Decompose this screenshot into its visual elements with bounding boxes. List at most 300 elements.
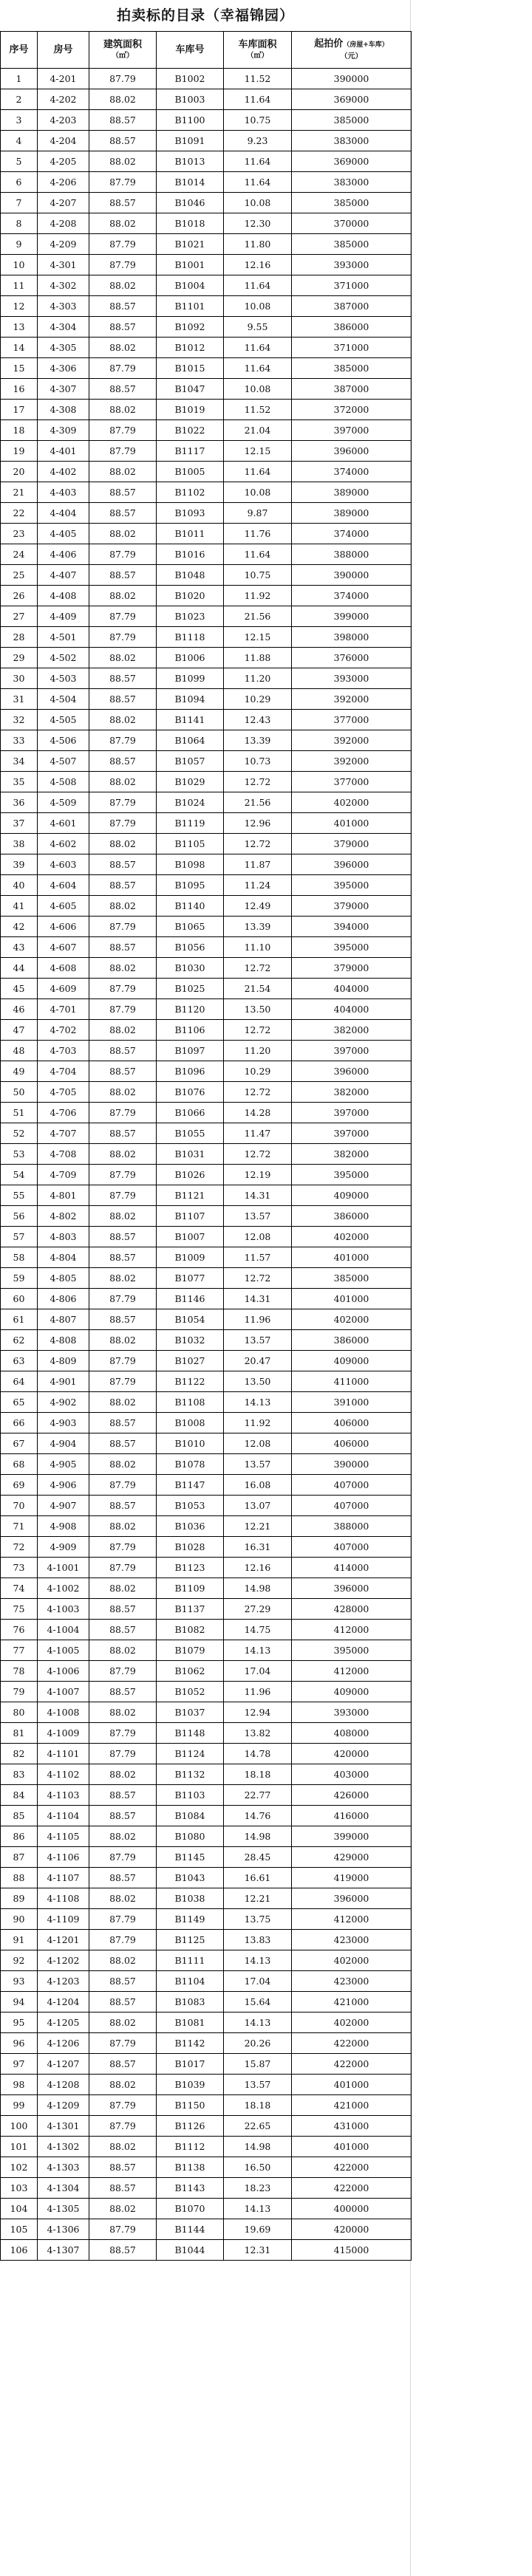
cell-area: 87.79 xyxy=(89,1909,157,1930)
cell-room: 4-401 xyxy=(38,441,89,462)
cell-garage: B1141 xyxy=(157,710,224,730)
cell-garage: B1052 xyxy=(157,1682,224,1702)
table-body xyxy=(1,69,412,2261)
cell-area: 88.57 xyxy=(89,1620,157,1640)
table-row xyxy=(1,275,412,296)
table-row xyxy=(1,1371,412,1392)
cell-seq: 101 xyxy=(1,2137,38,2157)
cell-price: 397000 xyxy=(292,1103,412,1123)
cell-room: 4-308 xyxy=(38,400,89,420)
cell-garage-area: 12.72 xyxy=(224,958,292,979)
cell-area: 88.57 xyxy=(89,1061,157,1082)
cell-area: 87.79 xyxy=(89,813,157,834)
header-area xyxy=(89,32,157,69)
table-row xyxy=(1,296,412,317)
cell-seq: 28 xyxy=(1,627,38,648)
cell-price: 422000 xyxy=(292,2157,412,2178)
cell-seq: 20 xyxy=(1,462,38,482)
cell-garage-area: 12.08 xyxy=(224,1433,292,1454)
cell-seq: 78 xyxy=(1,1661,38,1682)
cell-garage-area: 12.72 xyxy=(224,1082,292,1103)
cell-garage-area: 17.04 xyxy=(224,1661,292,1682)
cell-area: 88.57 xyxy=(89,110,157,131)
cell-room: 4-408 xyxy=(38,586,89,606)
table-row xyxy=(1,1764,412,1785)
cell-garage-area: 11.64 xyxy=(224,275,292,296)
cell-seq: 58 xyxy=(1,1247,38,1268)
cell-garage: B1082 xyxy=(157,1620,224,1640)
cell-garage: B1030 xyxy=(157,958,224,979)
table-row xyxy=(1,131,412,151)
cell-garage-area: 11.20 xyxy=(224,668,292,689)
cell-price: 390000 xyxy=(292,69,412,89)
cell-room: 4-609 xyxy=(38,979,89,999)
table-row xyxy=(1,834,412,854)
cell-garage-area: 12.19 xyxy=(224,1165,292,1185)
cell-room: 4-404 xyxy=(38,503,89,524)
cell-garage-area: 13.50 xyxy=(224,1371,292,1392)
cell-garage-area: 11.57 xyxy=(224,1247,292,1268)
cell-price: 426000 xyxy=(292,1785,412,1806)
table-row xyxy=(1,1702,412,1723)
cell-seq: 74 xyxy=(1,1578,38,1599)
cell-room: 4-602 xyxy=(38,834,89,854)
cell-garage: B1043 xyxy=(157,1868,224,1888)
cell-garage: B1019 xyxy=(157,400,224,420)
cell-area: 88.02 xyxy=(89,338,157,358)
cell-garage: B1125 xyxy=(157,1930,224,1950)
cell-price: 372000 xyxy=(292,400,412,420)
cell-garage-area: 14.13 xyxy=(224,1950,292,1971)
table-row xyxy=(1,1351,412,1371)
cell-garage: B1106 xyxy=(157,1020,224,1041)
cell-seq: 12 xyxy=(1,296,38,317)
cell-seq: 40 xyxy=(1,875,38,896)
cell-garage: B1021 xyxy=(157,234,224,255)
table-row xyxy=(1,482,412,503)
cell-seq: 50 xyxy=(1,1082,38,1103)
cell-garage: B1046 xyxy=(157,193,224,213)
cell-price: 409000 xyxy=(292,1351,412,1371)
cell-price: 370000 xyxy=(292,213,412,234)
cell-area: 88.02 xyxy=(89,2137,157,2157)
cell-price: 428000 xyxy=(292,1599,412,1620)
cell-area: 88.57 xyxy=(89,689,157,710)
cell-garage: B1028 xyxy=(157,1537,224,1558)
cell-seq: 24 xyxy=(1,544,38,565)
table-row xyxy=(1,1061,412,1082)
cell-seq: 9 xyxy=(1,234,38,255)
cell-seq: 26 xyxy=(1,586,38,606)
table-row xyxy=(1,1309,412,1330)
cell-garage-area: 11.10 xyxy=(224,937,292,958)
cell-garage: B1055 xyxy=(157,1123,224,1144)
cell-seq: 66 xyxy=(1,1413,38,1433)
cell-seq: 102 xyxy=(1,2157,38,2178)
cell-garage: B1056 xyxy=(157,937,224,958)
cell-price: 377000 xyxy=(292,710,412,730)
cell-seq: 95 xyxy=(1,2012,38,2033)
cell-price: 382000 xyxy=(292,1020,412,1041)
cell-room: 4-904 xyxy=(38,1433,89,1454)
cell-garage: B1112 xyxy=(157,2137,224,2157)
cell-garage: B1097 xyxy=(157,1041,224,1061)
cell-price: 383000 xyxy=(292,131,412,151)
cell-seq: 16 xyxy=(1,379,38,400)
cell-seq: 42 xyxy=(1,917,38,937)
cell-area: 88.02 xyxy=(89,1268,157,1289)
cell-room: 4-204 xyxy=(38,131,89,151)
cell-price: 431000 xyxy=(292,2116,412,2137)
cell-garage-area: 14.31 xyxy=(224,1289,292,1309)
cell-seq: 64 xyxy=(1,1371,38,1392)
cell-area: 87.79 xyxy=(89,2033,157,2054)
cell-room: 4-1006 xyxy=(38,1661,89,1682)
cell-area: 87.79 xyxy=(89,1371,157,1392)
cell-price: 391000 xyxy=(292,1392,412,1413)
cell-room: 4-407 xyxy=(38,565,89,586)
cell-room: 4-607 xyxy=(38,937,89,958)
cell-area: 88.57 xyxy=(89,1227,157,1247)
cell-area: 87.79 xyxy=(89,606,157,627)
table-row xyxy=(1,772,412,792)
cell-area: 87.79 xyxy=(89,1661,157,1682)
cell-garage-area: 11.96 xyxy=(224,1682,292,1702)
cell-room: 4-301 xyxy=(38,255,89,275)
cell-seq: 83 xyxy=(1,1764,38,1785)
cell-price: 415000 xyxy=(292,2240,412,2261)
table-row xyxy=(1,1868,412,1888)
cell-garage-area: 11.52 xyxy=(224,69,292,89)
cell-garage-area: 13.39 xyxy=(224,730,292,751)
cell-area: 88.02 xyxy=(89,1330,157,1351)
cell-room: 4-1004 xyxy=(38,1620,89,1640)
cell-seq: 18 xyxy=(1,420,38,441)
cell-garage: B1098 xyxy=(157,854,224,875)
cell-room: 4-508 xyxy=(38,772,89,792)
cell-seq: 80 xyxy=(1,1702,38,1723)
table-row xyxy=(1,1082,412,1103)
table-row xyxy=(1,1165,412,1185)
cell-garage-area: 11.20 xyxy=(224,1041,292,1061)
cell-seq: 69 xyxy=(1,1475,38,1496)
cell-area: 88.57 xyxy=(89,1309,157,1330)
header-garage-area xyxy=(224,32,292,69)
cell-seq: 25 xyxy=(1,565,38,586)
cell-garage: B1014 xyxy=(157,172,224,193)
table-row xyxy=(1,1847,412,1868)
cell-garage: B1037 xyxy=(157,1702,224,1723)
cell-price: 387000 xyxy=(292,296,412,317)
cell-garage-area: 21.56 xyxy=(224,606,292,627)
cell-garage-area: 12.31 xyxy=(224,2240,292,2261)
cell-area: 87.79 xyxy=(89,792,157,813)
table-row xyxy=(1,896,412,917)
cell-garage-area: 12.72 xyxy=(224,772,292,792)
cell-price: 397000 xyxy=(292,1123,412,1144)
cell-room: 4-1204 xyxy=(38,1992,89,2012)
cell-seq: 54 xyxy=(1,1165,38,1185)
cell-seq: 71 xyxy=(1,1516,38,1537)
cell-seq: 19 xyxy=(1,441,38,462)
cell-price: 393000 xyxy=(292,1702,412,1723)
cell-garage: B1121 xyxy=(157,1185,224,1206)
cell-area: 88.02 xyxy=(89,1950,157,1971)
cell-seq: 1 xyxy=(1,69,38,89)
cell-seq: 98 xyxy=(1,2075,38,2095)
cell-room: 4-509 xyxy=(38,792,89,813)
cell-area: 88.57 xyxy=(89,1041,157,1061)
cell-room: 4-501 xyxy=(38,627,89,648)
cell-garage: B1022 xyxy=(157,420,224,441)
table-row xyxy=(1,2095,412,2116)
cell-room: 4-908 xyxy=(38,1516,89,1537)
table-row xyxy=(1,1744,412,1764)
table-row xyxy=(1,1785,412,1806)
cell-price: 385000 xyxy=(292,110,412,131)
header-garage-area-label: 车库面积 xyxy=(238,38,277,50)
cell-garage: B1122 xyxy=(157,1371,224,1392)
cell-seq: 77 xyxy=(1,1640,38,1661)
cell-area: 88.02 xyxy=(89,1578,157,1599)
cell-area: 87.79 xyxy=(89,1185,157,1206)
cell-seq: 85 xyxy=(1,1806,38,1826)
cell-garage: B1013 xyxy=(157,151,224,172)
cell-garage-area: 13.82 xyxy=(224,1723,292,1744)
cell-garage: B1104 xyxy=(157,1971,224,1992)
cell-price: 396000 xyxy=(292,1578,412,1599)
cell-garage: B1138 xyxy=(157,2157,224,2178)
cell-area: 87.79 xyxy=(89,1351,157,1371)
cell-area: 87.79 xyxy=(89,544,157,565)
cell-price: 408000 xyxy=(292,1723,412,1744)
table-row xyxy=(1,606,412,627)
cell-garage: B1008 xyxy=(157,1413,224,1433)
cell-seq: 14 xyxy=(1,338,38,358)
cell-garage: B1096 xyxy=(157,1061,224,1082)
cell-seq: 29 xyxy=(1,648,38,668)
cell-price: 429000 xyxy=(292,1847,412,1868)
cell-garage: B1005 xyxy=(157,462,224,482)
cell-area: 87.79 xyxy=(89,627,157,648)
table-row xyxy=(1,89,412,110)
cell-garage: B1003 xyxy=(157,89,224,110)
cell-room: 4-202 xyxy=(38,89,89,110)
cell-area: 87.79 xyxy=(89,358,157,379)
header-room: 房号 xyxy=(38,32,89,69)
table-row xyxy=(1,792,412,813)
cell-garage: B1132 xyxy=(157,1764,224,1785)
cell-room: 4-1209 xyxy=(38,2095,89,2116)
cell-price: 385000 xyxy=(292,234,412,255)
cell-garage: B1032 xyxy=(157,1330,224,1351)
cell-garage-area: 11.64 xyxy=(224,358,292,379)
cell-price: 392000 xyxy=(292,689,412,710)
cell-room: 4-605 xyxy=(38,896,89,917)
table-row xyxy=(1,1620,412,1640)
cell-price: 420000 xyxy=(292,2219,412,2240)
cell-garage: B1023 xyxy=(157,606,224,627)
cell-room: 4-1003 xyxy=(38,1599,89,1620)
cell-room: 4-803 xyxy=(38,1227,89,1247)
cell-garage: B1137 xyxy=(157,1599,224,1620)
cell-garage: B1118 xyxy=(157,627,224,648)
cell-garage-area: 13.39 xyxy=(224,917,292,937)
cell-garage-area: 12.72 xyxy=(224,1020,292,1041)
cell-garage: B1109 xyxy=(157,1578,224,1599)
cell-area: 88.57 xyxy=(89,1992,157,2012)
cell-garage: B1016 xyxy=(157,544,224,565)
cell-garage-area: 12.21 xyxy=(224,1516,292,1537)
table-row xyxy=(1,751,412,772)
cell-garage: B1140 xyxy=(157,896,224,917)
cell-garage-area: 12.15 xyxy=(224,441,292,462)
table-row xyxy=(1,1640,412,1661)
table-row xyxy=(1,1392,412,1413)
cell-garage: B1020 xyxy=(157,586,224,606)
table-row xyxy=(1,110,412,131)
cell-room: 4-505 xyxy=(38,710,89,730)
cell-seq: 86 xyxy=(1,1826,38,1847)
cell-garage: B1048 xyxy=(157,565,224,586)
cell-garage-area: 10.08 xyxy=(224,379,292,400)
cell-garage-area: 14.98 xyxy=(224,1578,292,1599)
cell-garage-area: 22.65 xyxy=(224,2116,292,2137)
cell-seq: 33 xyxy=(1,730,38,751)
cell-area: 87.79 xyxy=(89,1165,157,1185)
cell-room: 4-304 xyxy=(38,317,89,338)
cell-price: 386000 xyxy=(292,1330,412,1351)
cell-room: 4-905 xyxy=(38,1454,89,1475)
cell-garage: B1117 xyxy=(157,441,224,462)
cell-seq: 82 xyxy=(1,1744,38,1764)
cell-price: 379000 xyxy=(292,958,412,979)
table-row xyxy=(1,1599,412,1620)
cell-price: 389000 xyxy=(292,482,412,503)
cell-garage: B1145 xyxy=(157,1847,224,1868)
cell-garage-area: 12.16 xyxy=(224,1558,292,1578)
cell-area: 87.79 xyxy=(89,1847,157,1868)
cell-price: 407000 xyxy=(292,1496,412,1516)
cell-price: 407000 xyxy=(292,1475,412,1496)
cell-seq: 75 xyxy=(1,1599,38,1620)
cell-area: 88.57 xyxy=(89,2157,157,2178)
table-row xyxy=(1,1041,412,1061)
cell-seq: 79 xyxy=(1,1682,38,1702)
cell-seq: 46 xyxy=(1,999,38,1020)
cell-seq: 52 xyxy=(1,1123,38,1144)
table-row xyxy=(1,668,412,689)
cell-seq: 38 xyxy=(1,834,38,854)
cell-room: 4-604 xyxy=(38,875,89,896)
table-row xyxy=(1,1888,412,1909)
cell-area: 88.57 xyxy=(89,1247,157,1268)
cell-area: 88.57 xyxy=(89,1682,157,1702)
cell-seq: 4 xyxy=(1,131,38,151)
cell-room: 4-406 xyxy=(38,544,89,565)
table-row xyxy=(1,1516,412,1537)
cell-price: 423000 xyxy=(292,1930,412,1950)
cell-seq: 31 xyxy=(1,689,38,710)
cell-price: 416000 xyxy=(292,1806,412,1826)
cell-room: 4-507 xyxy=(38,751,89,772)
cell-price: 412000 xyxy=(292,1661,412,1682)
cell-price: 409000 xyxy=(292,1682,412,1702)
cell-garage: B1015 xyxy=(157,358,224,379)
table-row xyxy=(1,2240,412,2261)
cell-price: 392000 xyxy=(292,730,412,751)
cell-room: 4-1108 xyxy=(38,1888,89,1909)
cell-garage: B1108 xyxy=(157,1392,224,1413)
cell-garage-area: 21.54 xyxy=(224,979,292,999)
cell-garage: B1095 xyxy=(157,875,224,896)
table-row xyxy=(1,1247,412,1268)
cell-price: 385000 xyxy=(292,1268,412,1289)
table-row xyxy=(1,338,412,358)
cell-price: 377000 xyxy=(292,772,412,792)
table-row xyxy=(1,958,412,979)
cell-garage: B1070 xyxy=(157,2199,224,2219)
auction-table xyxy=(0,31,412,2261)
cell-garage-area: 18.18 xyxy=(224,1764,292,1785)
cell-garage-area: 12.16 xyxy=(224,255,292,275)
cell-seq: 87 xyxy=(1,1847,38,1868)
cell-area: 87.79 xyxy=(89,2095,157,2116)
cell-price: 421000 xyxy=(292,2095,412,2116)
cell-room: 4-709 xyxy=(38,1165,89,1185)
cell-area: 88.57 xyxy=(89,131,157,151)
cell-room: 4-1307 xyxy=(38,2240,89,2261)
cell-room: 4-702 xyxy=(38,1020,89,1041)
cell-garage: B1107 xyxy=(157,1206,224,1227)
cell-price: 390000 xyxy=(292,565,412,586)
table-row xyxy=(1,2012,412,2033)
cell-garage-area: 15.64 xyxy=(224,1992,292,2012)
cell-price: 393000 xyxy=(292,255,412,275)
cell-price: 386000 xyxy=(292,1206,412,1227)
cell-price: 395000 xyxy=(292,875,412,896)
cell-area: 88.57 xyxy=(89,1433,157,1454)
cell-seq: 23 xyxy=(1,524,38,544)
cell-room: 4-804 xyxy=(38,1247,89,1268)
cell-room: 4-504 xyxy=(38,689,89,710)
cell-seq: 37 xyxy=(1,813,38,834)
cell-price: 406000 xyxy=(292,1413,412,1433)
cell-price: 371000 xyxy=(292,275,412,296)
cell-room: 4-1207 xyxy=(38,2054,89,2075)
cell-price: 421000 xyxy=(292,1992,412,2012)
cell-seq: 76 xyxy=(1,1620,38,1640)
cell-room: 4-802 xyxy=(38,1206,89,1227)
cell-room: 4-306 xyxy=(38,358,89,379)
cell-garage-area: 11.76 xyxy=(224,524,292,544)
table-row xyxy=(1,710,412,730)
cell-garage-area: 11.47 xyxy=(224,1123,292,1144)
cell-price: 397000 xyxy=(292,420,412,441)
table-row xyxy=(1,813,412,834)
cell-area: 88.57 xyxy=(89,503,157,524)
cell-garage-area: 12.30 xyxy=(224,213,292,234)
cell-area: 87.79 xyxy=(89,979,157,999)
cell-garage: B1091 xyxy=(157,131,224,151)
cell-garage: B1080 xyxy=(157,1826,224,1847)
cell-garage: B1084 xyxy=(157,1806,224,1826)
cell-seq: 7 xyxy=(1,193,38,213)
cell-area: 88.02 xyxy=(89,710,157,730)
cell-garage-area: 13.57 xyxy=(224,1206,292,1227)
cell-area: 88.57 xyxy=(89,1806,157,1826)
cell-price: 383000 xyxy=(292,172,412,193)
